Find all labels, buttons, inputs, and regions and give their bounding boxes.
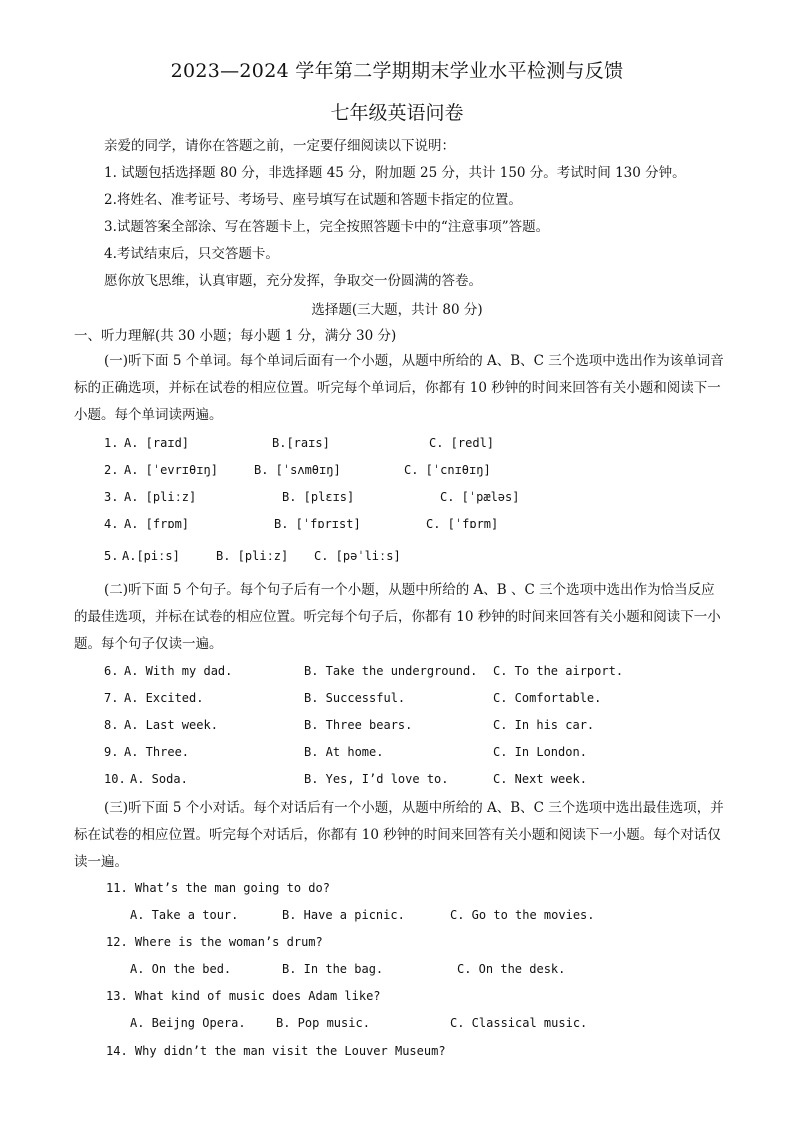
- option-a: A.[piːs]: [122, 549, 180, 563]
- option-b: B. Take the underground.: [304, 664, 478, 678]
- option-c: C. On the desk.: [457, 962, 566, 976]
- option-c: C. [ˈcnɪθɪŋ]: [404, 463, 491, 477]
- question-row: [130, 908, 730, 926]
- question-row: [104, 772, 724, 790]
- option-c: C. [ˈfɒrm]: [426, 517, 499, 531]
- option-a: A. Excited.: [124, 691, 204, 705]
- question-stem: [106, 1044, 706, 1062]
- question-row: [104, 718, 724, 736]
- question-row: [104, 463, 724, 481]
- question-row: [104, 517, 724, 535]
- option-a: A. Three.: [124, 745, 190, 759]
- option-b: B. Pop music.: [276, 1016, 370, 1030]
- option-a: A. With my dad.: [124, 664, 233, 678]
- question-number: 10.: [104, 772, 126, 786]
- sub2-instructions: (二)听下面 5 个句子。每个句子后有一个小题，从题中所给的 A、B 、C 三个选项中选出作为恰当反应的最佳选项，并标在试卷的相应位置。听完每个句子后，你都有 10 秒钟的时间来回答有关小题和阅读下一小题。每个句子仅读一遍。: [74, 582, 721, 652]
- intro-closing: 愿你放飞思维，认真审题，充分发挥，争取交一份圆满的答卷。: [104, 273, 482, 289]
- question-text: 13. What kind of music does Adam like?: [106, 989, 381, 1003]
- option-c: C. Next week.: [493, 772, 587, 786]
- question-row: [104, 745, 724, 763]
- option-c: C. [pəˈliːs]: [314, 549, 401, 563]
- option-c: C. Comfortable.: [493, 691, 602, 705]
- question-number: 6.: [104, 664, 119, 678]
- question-stem: [106, 881, 706, 899]
- sub3-instructions: (三)听下面 5 个小对话。每个对话后有一个小题，从题中所给的 A、B、C 三个选项中选出最佳选项，并标在试卷的相应位置。听完每个对话后，你都有 10 秒钟的时间来回答有关小题和阅读下一小题。每个对话仅读一遍。: [74, 800, 724, 870]
- question-number: 9.: [104, 745, 119, 759]
- sub1-instructions: (一)听下面 5 个单词。每个单词后面有一个小题，从题中所给的 A、B、C 三个选项中选出作为该单词音标的正确选项，并标在试卷的相应位置。听完每个单词后，你都有 10 秒钟的时间来回答有关小题和阅读下一小题。每个单词读两遍。: [74, 353, 724, 423]
- option-c: C. Go to the movies.: [450, 908, 595, 922]
- intro-rule-2: 2.将姓名、准考证号、考场号、座号填写在试题和答题卡指定的位置。: [104, 192, 522, 208]
- question-number: 3.: [104, 490, 119, 504]
- question-text: 14. Why didn’t the man visit the Louver Museum?: [106, 1044, 446, 1058]
- option-a: A. Beijng Opera.: [130, 1016, 246, 1030]
- question-row: [104, 691, 724, 709]
- option-a: A. [raɪd]: [124, 436, 190, 450]
- question-row: [130, 962, 730, 980]
- option-b: B.[raɪs]: [272, 436, 330, 450]
- option-c: C. [ˈpæləs]: [440, 490, 520, 504]
- option-b: B. Three bears.: [304, 718, 413, 732]
- question-stem: [106, 989, 706, 1007]
- option-b: B. At home.: [304, 745, 384, 759]
- option-c: C. Classical music.: [450, 1016, 588, 1030]
- option-a: A. Take a tour.: [130, 908, 239, 922]
- intro-rule-3: 3.试题答案全部涂、写在答题卡上，完全按照答题卡中的“注意事项”答题。: [104, 219, 550, 235]
- question-text: 11. What’s the man going to do?: [106, 881, 330, 895]
- question-text: 12. Where is the woman’s drum?: [106, 935, 323, 949]
- question-number: 2.: [104, 463, 119, 477]
- question-number: 7.: [104, 691, 119, 705]
- question-number: 5.: [104, 549, 119, 563]
- intro-rule-4: 4.考试结束后，只交答题卡。: [104, 246, 279, 262]
- option-b: B. [ˈsʌmθɪŋ]: [254, 463, 341, 477]
- option-a: A. [frɒm]: [124, 517, 190, 531]
- option-c: C. To the airport.: [493, 664, 624, 678]
- option-c: C. [redl]: [429, 436, 495, 450]
- question-row: [104, 664, 724, 682]
- question-row: [104, 549, 724, 567]
- option-a: A. On the bed.: [130, 962, 232, 976]
- option-b: B. Yes, I’d love to.: [304, 772, 449, 786]
- intro-rule-1: 1. 试题包括选择题 80 分，非选择题 45 分，附加题 25 分，共计 150 分。考试时间 130 分钟。: [104, 165, 686, 181]
- option-a: A. Soda.: [130, 772, 188, 786]
- option-b: B. [pliːz]: [216, 549, 289, 563]
- option-b: B. [plɛɪs]: [282, 490, 355, 504]
- intro-greeting: 亲爱的同学，请你在答题之前，一定要仔细阅读以下说明：: [104, 138, 455, 154]
- question-stem: [106, 935, 706, 953]
- exam-subtitle: 七年级英语问卷: [330, 102, 464, 124]
- option-b: B. Have a picnic.: [282, 908, 405, 922]
- option-a: A. Last week.: [124, 718, 218, 732]
- question-row: [104, 436, 724, 454]
- option-c: C. In his car.: [493, 718, 595, 732]
- option-b: B. In the bag.: [282, 962, 384, 976]
- question-row: [130, 1016, 730, 1034]
- exam-title: 2023—2024 学年第二学期期末学业水平检测与反馈: [170, 60, 624, 82]
- part1-heading: 一、听力理解(共 30 小题；每小题 1 分，满分 30 分): [74, 328, 397, 344]
- option-b: B. [ˈfɒrɪst]: [274, 517, 361, 531]
- section-title: 选择题(三大题，共计 80 分): [311, 302, 483, 318]
- option-a: A. [ˈevrɪθɪŋ]: [124, 463, 218, 477]
- option-c: C. In London.: [493, 745, 587, 759]
- question-row: [104, 490, 724, 508]
- option-b: B. Successful.: [304, 691, 406, 705]
- option-a: A. [pliːz]: [124, 490, 197, 504]
- question-number: 4.: [104, 517, 119, 531]
- question-number: 8.: [104, 718, 119, 732]
- question-number: 1.: [104, 436, 119, 450]
